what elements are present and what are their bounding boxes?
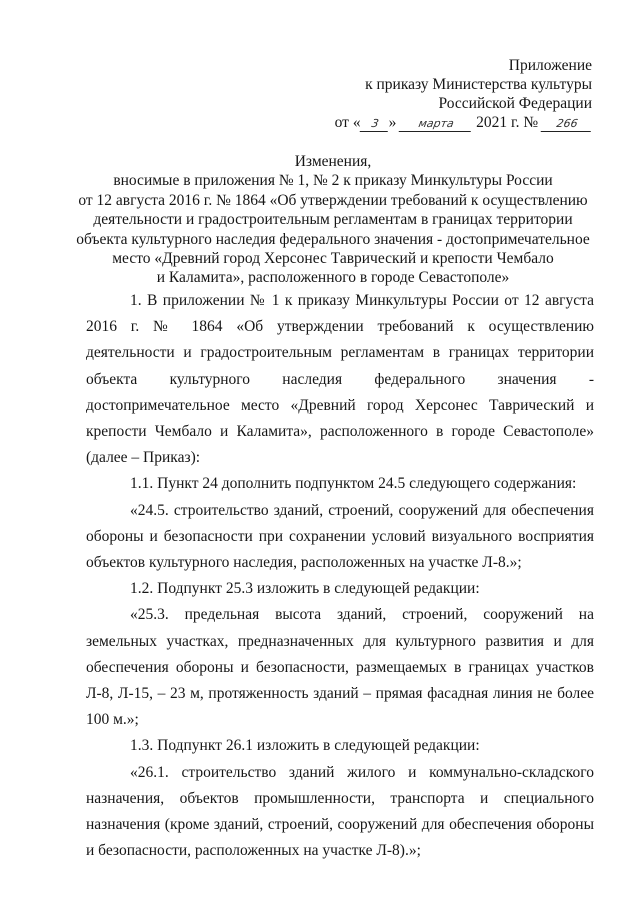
- handwritten-order-number: 266: [541, 117, 594, 132]
- title-line-5: объекта культурного наследия федерального значения - достопримечательное: [76, 230, 590, 248]
- handwritten-day: 3: [359, 117, 390, 132]
- appendix-header: [335, 56, 592, 132]
- paragraph-1: 1. В приложении № 1 к приказу Минкультуры России от 12 августа 2016 г. № 1864 «Об утверждении требований к осуществлению деятельности и градостроительным регламентам в границах территории объекта культурного наследия федерального значения - достопримечательное место «Древний город Херсонес Таврический и крепости Чембало и Каламита», расположенного в городе Севастополе» (далее – Приказ):: [86, 292, 594, 467]
- order-date-line: [335, 113, 592, 132]
- document-body: [86, 288, 594, 864]
- order-reference: к приказу Министерства культуры: [365, 76, 592, 93]
- paragraph-24-5: «24.5. строительство зданий, строений, сооружений для обеспечения обороны и безопасности при сохранении условий визуального восприятия объектов культурного наследия, расположенных на участке Л-8.»;: [86, 501, 594, 572]
- title-line-7: и Каламита», расположенного в городе Севастополе»: [156, 269, 510, 287]
- title-line-3: от 12 августа 2016 г. № 1864 «Об утверждении требований к осуществлению: [78, 191, 588, 209]
- ministry-country: Российской Федерации: [438, 95, 592, 112]
- appendix-label: Приложение: [508, 57, 592, 74]
- handwritten-month: марта: [399, 117, 474, 132]
- title-line-1: Изменения,: [294, 153, 372, 170]
- document-title: [70, 152, 596, 288]
- title-line-2: вносимые в приложения № 1, № 2 к приказу Минкультуры России: [113, 172, 553, 190]
- date-prefix: от «: [334, 114, 361, 131]
- date-year: 2021 г. №: [476, 114, 539, 131]
- date-mid: »: [388, 114, 397, 131]
- title-line-4: деятельности и градостроительным регламентам в границах территории: [93, 211, 573, 229]
- paragraph-25-3: «25.3. предельная высота зданий, строений, сооружений на земельных участках, предназначенных для культурного развития и для обеспечения обороны и безопасности, размещаемых в границах участков Л-8, Л-15, – 23 м, протяженность зданий – прямая фасадная линия не более 100 м.»;: [86, 606, 594, 729]
- paragraph-1-2: 1.2. Подпункт 25.3 изложить в следующей редакции:: [130, 580, 480, 598]
- paragraph-1-1: 1.1. Пункт 24 дополнить подпунктом 24.5 следующего содержания:: [130, 475, 577, 493]
- paragraph-1-3: 1.3. Подпункт 26.1 изложить в следующей редакции:: [130, 737, 480, 755]
- paragraph-26-1: «26.1. строительство зданий жилого и коммунально-складского назначения, объектов промышленности, транспорта и специального назначения (кроме зданий, строений, сооружений для обеспечения обороны и безопасности, расположенных на участке Л-8).»;: [86, 763, 594, 860]
- title-line-6: место «Древний город Херсонес Таврический и крепости Чембало: [112, 250, 554, 268]
